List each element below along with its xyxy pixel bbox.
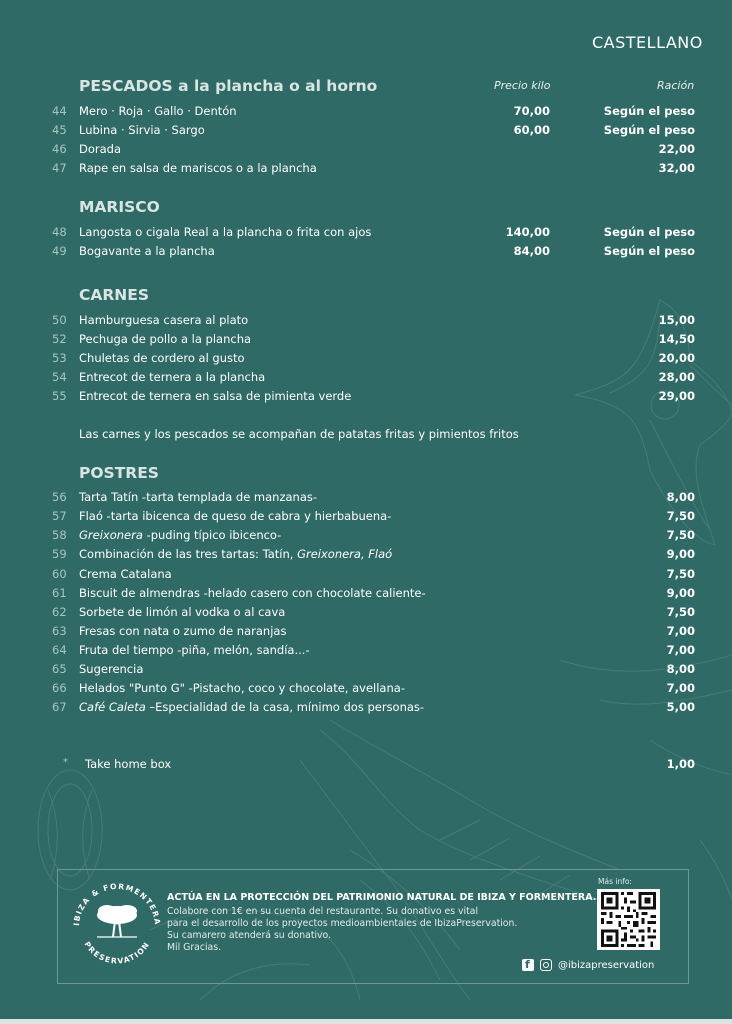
item-price: 7,50 xyxy=(666,509,695,523)
item-name: Lubina · Sirvia · Sargo xyxy=(79,123,205,137)
page-edge xyxy=(0,1019,732,1024)
item-name: Hamburguesa casera al plato xyxy=(79,313,249,327)
item-price-kilo: 84,00 xyxy=(513,244,550,258)
item-name: Flaó -tarta ibicenca de queso de cabra y hierbabuena- xyxy=(79,509,392,523)
item-price: 1,00 xyxy=(666,757,695,771)
social-handle[interactable]: @ibizapreservation xyxy=(558,959,655,971)
item-price: 8,00 xyxy=(666,490,695,504)
item-name: Fruta del tiempo -piña, melón, sandía...- xyxy=(79,643,310,657)
menu-item-row xyxy=(0,509,732,527)
menu-item-row xyxy=(0,225,732,243)
item-name-rest: –Especialidad de la casa, mínimo dos personas- xyxy=(145,700,425,714)
menu-item-row xyxy=(0,389,732,407)
item-number: 58 xyxy=(52,528,67,542)
item-name: Entrecot de ternera en salsa de pimienta verde xyxy=(79,389,352,403)
item-price: Según el peso xyxy=(603,244,695,258)
menu-item-row xyxy=(0,370,732,388)
item-name-rest: -puding típico ibicenco- xyxy=(142,528,282,542)
item-price: 15,00 xyxy=(658,313,695,327)
item-price: 7,50 xyxy=(666,567,695,581)
item-name: Entrecot de ternera a la plancha xyxy=(79,370,266,384)
item-price: Según el peso xyxy=(603,225,695,239)
section-title-marisco: MARISCO xyxy=(79,198,160,216)
item-price: 28,00 xyxy=(658,370,695,384)
item-price: 22,00 xyxy=(658,142,695,156)
item-name: Take home box xyxy=(85,757,172,771)
menu-item-row xyxy=(0,662,732,680)
item-price: 7,00 xyxy=(666,624,695,638)
donation-text-line: Colabore con 1€ en su cuenta del restaurante. Su donativo es vital xyxy=(167,906,479,917)
item-name-rest: Combinación de las tres tartas: Tatín, xyxy=(79,547,298,561)
menu-item-row xyxy=(0,332,732,350)
item-price: 9,00 xyxy=(666,547,695,561)
item-price: Según el peso xyxy=(603,104,695,118)
facebook-icon[interactable] xyxy=(522,959,534,971)
item-price: 7,50 xyxy=(666,528,695,542)
item-name-italic: Greixonera, Flaó xyxy=(297,547,393,561)
menu-item-row xyxy=(0,313,732,331)
item-number: 46 xyxy=(52,142,67,156)
instagram-icon[interactable] xyxy=(540,959,552,971)
item-number: 44 xyxy=(52,104,67,118)
item-name: Crema Catalana xyxy=(79,567,172,581)
item-number: 60 xyxy=(52,567,67,581)
item-number: 63 xyxy=(52,624,67,638)
menu-item-row xyxy=(0,123,732,141)
menu-item-row xyxy=(0,547,732,565)
ibiza-preservation-logo xyxy=(67,877,167,973)
menu-item-row xyxy=(0,624,732,642)
item-price: 5,00 xyxy=(666,700,695,714)
column-header-racion: Ración xyxy=(657,79,695,92)
item-number: 48 xyxy=(52,225,67,239)
item-price-kilo: 140,00 xyxy=(505,225,550,239)
menu-item-row xyxy=(0,681,732,699)
item-price-kilo: 70,00 xyxy=(513,104,550,118)
item-name: Pechuga de pollo a la plancha xyxy=(79,332,252,346)
donation-text-line: Mil Gracias. xyxy=(167,942,222,953)
take-home-box-row xyxy=(0,757,732,775)
item-price: 7,50 xyxy=(666,605,695,619)
language-label: CASTELLANO xyxy=(592,33,703,52)
item-number: 61 xyxy=(52,586,67,600)
item-name: Rape en salsa de mariscos o a la plancha xyxy=(79,161,317,175)
menu-item-row xyxy=(0,351,732,369)
item-number: 47 xyxy=(52,161,67,175)
social-links xyxy=(522,957,654,973)
item-price: 20,00 xyxy=(658,351,695,365)
item-name: Fresas con nata o zumo de naranjas xyxy=(79,624,287,638)
item-name: Sorbete de limón al vodka o al cava xyxy=(79,605,286,619)
asterisk-marker: * xyxy=(63,757,68,768)
menu-item-row xyxy=(0,700,732,718)
item-price: 7,00 xyxy=(666,643,695,657)
item-name xyxy=(79,528,281,542)
item-number: 55 xyxy=(52,389,67,403)
item-name-italic: Café Caleta xyxy=(79,700,146,714)
item-number: 57 xyxy=(52,509,67,523)
logo-text-top: IBIZA & FORMENTERA xyxy=(71,881,163,927)
item-name: Sugerencia xyxy=(79,662,144,676)
item-number: 56 xyxy=(52,490,67,504)
menu-item-row xyxy=(0,605,732,623)
item-name: Dorada xyxy=(79,142,122,156)
item-price-kilo: 60,00 xyxy=(513,123,550,137)
donation-text-line: Su camarero atenderá su donativo. xyxy=(167,930,332,941)
item-number: 64 xyxy=(52,643,67,657)
menu-item-row xyxy=(0,142,732,160)
item-number: 52 xyxy=(52,332,67,346)
item-number: 45 xyxy=(52,123,67,137)
menu-item-row xyxy=(0,490,732,508)
item-number: 53 xyxy=(52,351,67,365)
item-price: 9,00 xyxy=(666,586,695,600)
accompaniment-note: Las carnes y los pescados se acompañan de patatas fritas y pimientos fritos xyxy=(79,427,519,441)
item-price: 32,00 xyxy=(658,161,695,175)
section-title-postres: POSTRES xyxy=(79,464,159,482)
menu-item-row xyxy=(0,528,732,546)
item-name: Biscuit de almendras -helado casero con chocolate caliente- xyxy=(79,586,426,600)
menu-item-row xyxy=(0,161,732,179)
qr-code[interactable] xyxy=(597,889,660,950)
menu-item-row xyxy=(0,244,732,262)
item-name xyxy=(79,547,392,561)
item-name: Tarta Tatín -tarta templada de manzanas- xyxy=(79,490,318,504)
logo-text-bottom: PRESERVATION xyxy=(82,939,152,966)
tree-icon xyxy=(97,905,137,937)
item-price: 7,00 xyxy=(666,681,695,695)
item-name-italic: Greixonera xyxy=(79,528,143,542)
item-number: 50 xyxy=(52,313,67,327)
item-number: 59 xyxy=(52,547,67,561)
item-price: 8,00 xyxy=(666,662,695,676)
donation-text-line: para el desarrollo de los proyectos medioambientales de IbizaPreservation. xyxy=(167,918,518,929)
menu-item-row xyxy=(0,567,732,585)
item-number: 62 xyxy=(52,605,67,619)
menu-item-row xyxy=(0,586,732,604)
item-name xyxy=(79,700,424,714)
item-name: Bogavante a la plancha xyxy=(79,244,215,258)
item-name: Chuletas de cordero al gusto xyxy=(79,351,245,365)
item-name: Mero · Roja · Gallo · Dentón xyxy=(79,104,237,118)
item-number: 65 xyxy=(52,662,67,676)
item-price: 14,50 xyxy=(658,332,695,346)
more-info-label: Más info: xyxy=(598,877,632,886)
item-number: 54 xyxy=(52,370,67,384)
item-name: Langosta o cigala Real a la plancha o frita con ajos xyxy=(79,225,372,239)
item-number: 66 xyxy=(52,681,67,695)
column-header-precio-kilo: Precio kilo xyxy=(494,79,551,92)
item-price: Según el peso xyxy=(603,123,695,137)
item-name: Helados "Punto G" -Pistacho, coco y chocolate, avellana- xyxy=(79,681,405,695)
donation-title: ACTÚA EN LA PROTECCIÓN DEL PATRIMONIO NATURAL DE IBIZA Y FORMENTERA. xyxy=(167,892,597,903)
menu-item-row xyxy=(0,104,732,122)
menu-item-row xyxy=(0,643,732,661)
item-price: 29,00 xyxy=(658,389,695,403)
section-title-pescados: PESCADOS a la plancha o al horno xyxy=(79,77,378,95)
item-number: 67 xyxy=(52,700,67,714)
section-title-carnes: CARNES xyxy=(79,286,150,304)
item-number: 49 xyxy=(52,244,67,258)
svg-text:PRESERVATION xyxy=(82,940,151,966)
